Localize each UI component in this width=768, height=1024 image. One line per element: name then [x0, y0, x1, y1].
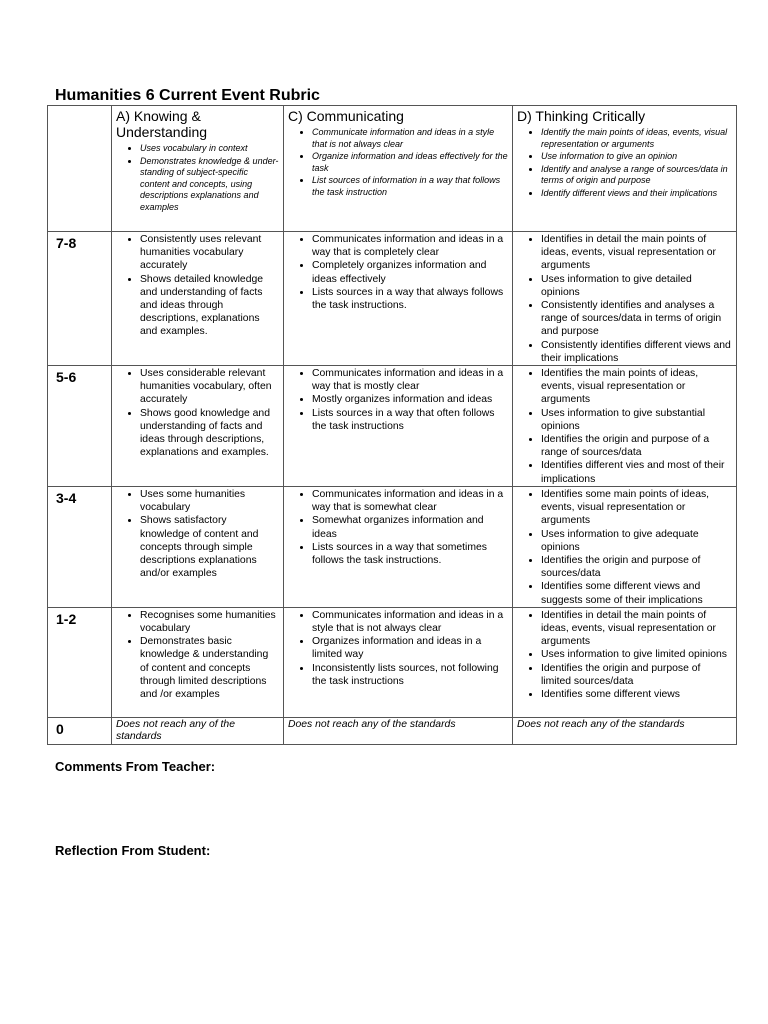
descriptor-item: • Uses vocabulary in context: [140, 143, 279, 155]
criteria-item: • Lists sources in a way that often follows the task instructions: [312, 407, 508, 433]
criteria-list: [288, 233, 508, 312]
criteria-item: • Identifies the origin and purpose of limited sources/data: [541, 662, 732, 688]
criteria-list: [116, 488, 279, 580]
header-thinking: [513, 106, 737, 232]
page-title: Humanities 6 Current Event Rubric: [55, 87, 320, 104]
criteria-item: • Identifies some different views: [541, 688, 732, 701]
criteria-list: [517, 367, 732, 486]
not-reached-cell: Does not reach any of the standards: [112, 717, 284, 744]
criteria-cell: [284, 607, 513, 717]
level-cell: [48, 487, 112, 608]
criteria-cell: [513, 366, 737, 487]
criteria-item: • Uses some humanities vocabulary: [140, 488, 279, 514]
descriptor-item: • Identify and analyse a range of sources/data in terms of origin and purpose: [541, 164, 732, 187]
criteria-cell: [284, 232, 513, 366]
criteria-list: [517, 488, 732, 607]
level-row-1-2: [48, 607, 737, 717]
corner-cell: [48, 106, 112, 232]
criteria-list: [116, 609, 279, 701]
header-communicating: [284, 106, 513, 232]
criteria-list: [288, 609, 508, 688]
level-cell: [48, 717, 112, 744]
criteria-item: • Shows good knowledge and understanding of facts and ideas through descriptions, explanations and examples.: [140, 407, 279, 460]
criteria-item: • Consistently uses relevant humanities vocabulary accurately: [140, 233, 279, 273]
criteria-list: [517, 609, 732, 701]
criteria-item: • Uses information to give limited opinions: [541, 648, 732, 661]
criteria-item: • Identifies some different views and suggests some of their implications: [541, 580, 732, 606]
descriptor-item: • Demonstrates knowledge & under-standing of subject-specific content and concepts, using descriptions explanations and examples: [140, 156, 279, 214]
descriptor-list: [116, 143, 279, 213]
criteria-item: • Recognises some humanities vocabulary: [140, 609, 279, 635]
criteria-list: [288, 488, 508, 567]
descriptor-list: [517, 127, 732, 199]
header-row: [48, 106, 737, 232]
criteria-item: • Mostly organizes information and ideas: [312, 393, 508, 406]
comments-label: Comments From Teacher:: [55, 759, 216, 774]
descriptor-item: • Organize information and ideas effectively for the task: [312, 151, 508, 174]
criteria-item: • Uses information to give substantial opinions: [541, 407, 732, 433]
criteria-item: • Uses information to give detailed opinions: [541, 273, 732, 299]
descriptor-item: • Communicate information and ideas in a style that is not always clear: [312, 127, 508, 150]
level-cell: [48, 607, 112, 717]
criteria-item: • Identifies different vies and most of their implications: [541, 459, 732, 485]
descriptor-list: [288, 127, 508, 198]
reflection-label: Reflection From Student:: [55, 843, 211, 858]
criteria-item: • Communicates information and ideas in a way that is completely clear: [312, 233, 508, 259]
criteria-item: • Identifies some main points of ideas, events, visual representation or arguments: [541, 488, 732, 528]
level-label: 3-4: [56, 490, 77, 507]
column-title: C) Communicating: [288, 108, 404, 124]
level-cell: [48, 232, 112, 366]
level-row-0: [48, 717, 737, 744]
criteria-cell: [112, 607, 284, 717]
criteria-item: • Somewhat organizes information and ideas: [312, 514, 508, 540]
criteria-list: [288, 367, 508, 433]
criteria-cell: [284, 366, 513, 487]
criteria-item: • Uses information to give adequate opinions: [541, 528, 732, 554]
criteria-cell: [513, 487, 737, 608]
criteria-item: • Shows detailed knowledge and understanding of facts and ideas through descriptions, explanations and examples.: [140, 273, 279, 339]
descriptor-item: • Identify different views and their implications: [541, 188, 732, 200]
criteria-item: • Shows satisfactory knowledge of content and concepts through simple descriptions explanations and/or examples: [140, 514, 279, 580]
criteria-list: [116, 233, 279, 339]
criteria-cell: [513, 607, 737, 717]
level-row-3-4: [48, 487, 737, 608]
criteria-item: • Identifies the main points of ideas, events, visual representation or arguments: [541, 367, 732, 407]
criteria-item: • Communicates information and ideas in a style that is not always clear: [312, 609, 508, 635]
criteria-cell: [112, 487, 284, 608]
criteria-cell: [513, 232, 737, 366]
rubric-table: [47, 105, 737, 745]
criteria-item: • Demonstrates basic knowledge & understanding of content and concepts through limited descriptions and /or examples: [140, 635, 279, 701]
descriptor-item: • Identify the main points of ideas, events, visual representation or arguments: [541, 127, 732, 150]
criteria-list: [517, 233, 732, 365]
column-title: A) Knowing & Understanding: [116, 108, 208, 140]
column-title: D) Thinking Critically: [517, 108, 646, 124]
criteria-item: • Inconsistently lists sources, not following the task instructions: [312, 662, 508, 688]
criteria-item: • Identifies the origin and purpose of sources/data: [541, 554, 732, 580]
descriptor-item: • List sources of information in a way that follows the task instruction: [312, 175, 508, 198]
criteria-item: • Identifies in detail the main points of ideas, events, visual representation or arguments: [541, 609, 732, 649]
criteria-item: • Lists sources in a way that always follows the task instructions.: [312, 286, 508, 312]
criteria-item: • Uses considerable relevant humanities vocabulary, often accurately: [140, 367, 279, 407]
descriptor-item: • Use information to give an opinion: [541, 151, 732, 163]
level-label: 7-8: [56, 235, 77, 251]
criteria-item: • Communicates information and ideas in a way that is mostly clear: [312, 367, 508, 393]
not-reached-cell: Does not reach any of the standards: [284, 717, 513, 744]
criteria-item: • Organizes information and ideas in a limited way: [312, 635, 508, 661]
criteria-cell: [112, 366, 284, 487]
criteria-item: • Lists sources in a way that sometimes follows the task instructions.: [312, 541, 508, 567]
level-row-7-8: [48, 232, 737, 366]
level-cell: [48, 366, 112, 487]
level-label: 0: [56, 720, 64, 737]
criteria-cell: [284, 487, 513, 608]
level-row-5-6: [48, 366, 737, 487]
criteria-list: [116, 367, 279, 459]
criteria-item: • Communicates information and ideas in a way that is somewhat clear: [312, 488, 508, 514]
criteria-item: • Consistently identifies and analyses a range of sources/data in terms of origin and purpose: [541, 299, 732, 339]
criteria-item: • Consistently identifies different views and their implications: [541, 339, 732, 365]
criteria-item: • Identifies in detail the main points of ideas, events, visual representation or arguments: [541, 233, 732, 273]
criteria-item: • Identifies the origin and purpose of a range of sources/data: [541, 433, 732, 459]
header-knowing: [112, 106, 284, 232]
level-label: 5-6: [56, 369, 77, 386]
criteria-item: • Completely organizes information and ideas effectively: [312, 259, 508, 285]
criteria-cell: [112, 232, 284, 366]
level-label: 1-2: [56, 610, 77, 627]
not-reached-cell: Does not reach any of the standards: [513, 717, 737, 744]
